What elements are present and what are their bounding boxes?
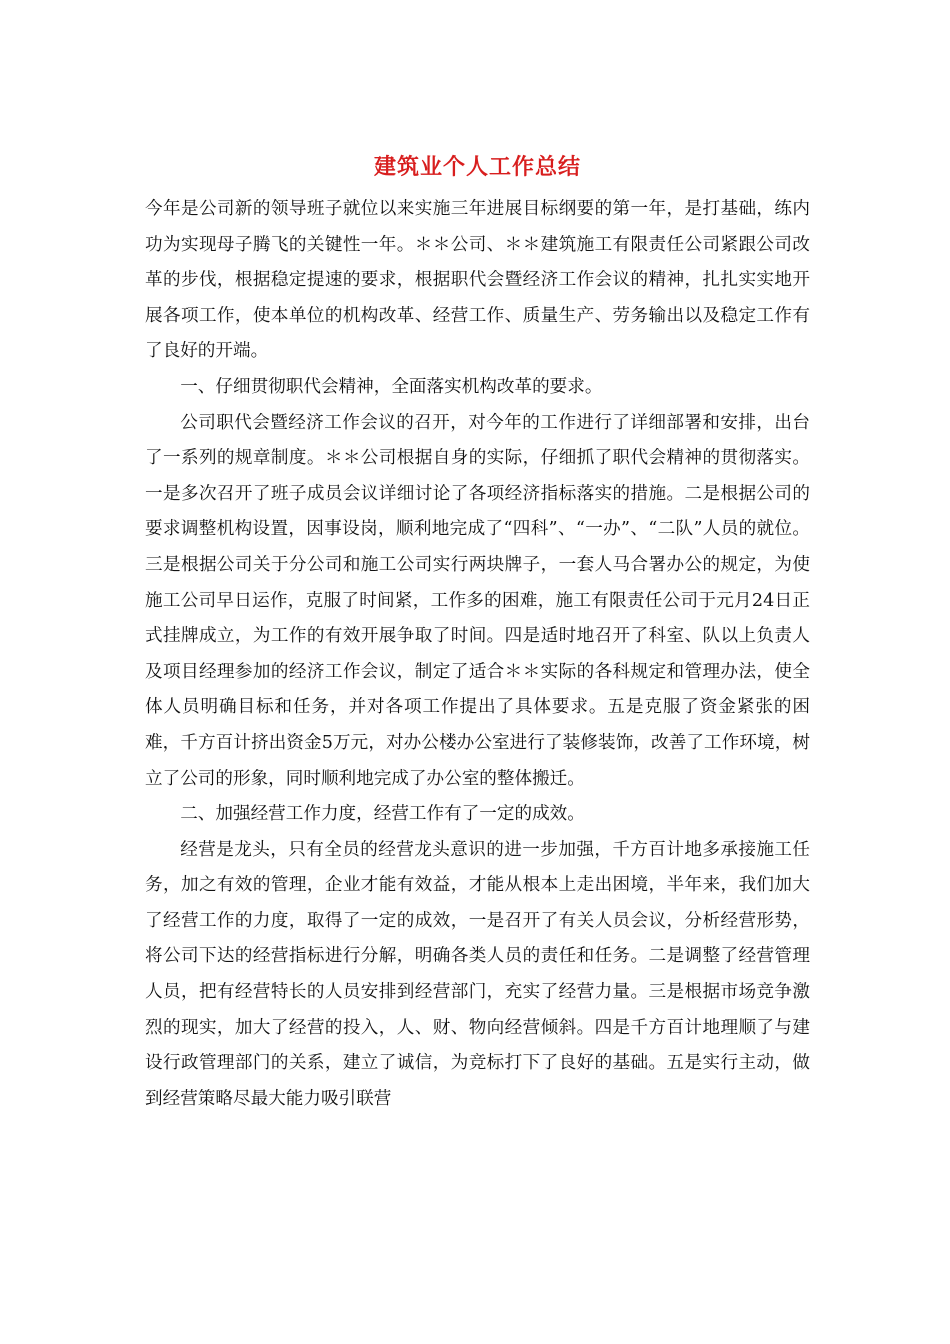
section-heading-1: 一、仔细贯彻职代会精神，全面落实机构改革的要求。 (180, 376, 603, 397)
section-heading-2: 二、加强经营工作力度，经营工作有了一定的成效。 (180, 804, 585, 825)
document-body (145, 192, 810, 1117)
paragraph-intro: 今年是公司新的领导班子就位以来实施三年进展目标纲要的第一年，是打基础，练内功为实现母子腾飞的关键性一年。＊＊公司、＊＊建筑施工有限责任公司紧跟公司改革的步伐，根据稳定提速的要求，根据职代会暨经济工作会议的精神，扎扎实实地开展各项工作，使本单位的机构改革、经营工作、质量生产、劳务输出以及稳定工作有了良好的开端。 (145, 199, 810, 362)
paragraph-section-1: 公司职代会暨经济工作会议的召开，对今年的工作进行了详细部署和安排，出台了一系列的规章制度。＊＊公司根据自身的实际，仔细抓了职代会精神的贯彻落实。一是多次召开了班子成员会议详细讨论了各项经济指标落实的措施。二是根据公司的要求调整机构设置，因事设岗，顺利地完成了“四科”、“一办”、“二队”人员的就位。三是根据公司关于分公司和施工公司实行两块牌子，一套人马合署办公的规定，为使施工公司早日运作，克服了时间紧，工作多的困难，施工有限责任公司于元月24日正式挂牌成立，为工作的有效开展争取了时间。四是适时地召开了科室、队以上负责人及项目经理参加的经济工作会议，制定了适合＊＊实际的各科规定和管理办法，使全体人员明确目标和任务，并对各项工作提出了具体要求。五是克服了资金紧张的困难，千方百计挤出资金5万元，对办公楼办公室进行了装修装饰，改善了工作环境，树立了公司的形象，同时顺利地完成了办公室的整体搬迁。 (145, 412, 810, 789)
document-title: 建筑业个人工作总结 (373, 155, 581, 180)
paragraph-section-2: 经营是龙头，只有全员的经营龙头意识的进一步加强，千方百计地多承接施工任务，加之有效的管理，企业才能有效益，才能从根本上走出困境，半年来，我们加大了经营工作的力度，取得了一定的成效，一是召开了有关人员会议，分析经营形势，将公司下达的经营指标进行分解，明确各类人员的责任和任务。二是调整了经营管理人员，把有经营特长的人员安排到经营部门，充实了经营力量。三是根据市场竞争激烈的现实，加大了经营的投入，人、财、物向经营倾斜。四是千方百计地理顺了与建设行政管理部门的关系，建立了诚信，为竞标打下了良好的基础。五是实行主动，做到经营策略尽最大能力吸引联营 (145, 839, 810, 1109)
